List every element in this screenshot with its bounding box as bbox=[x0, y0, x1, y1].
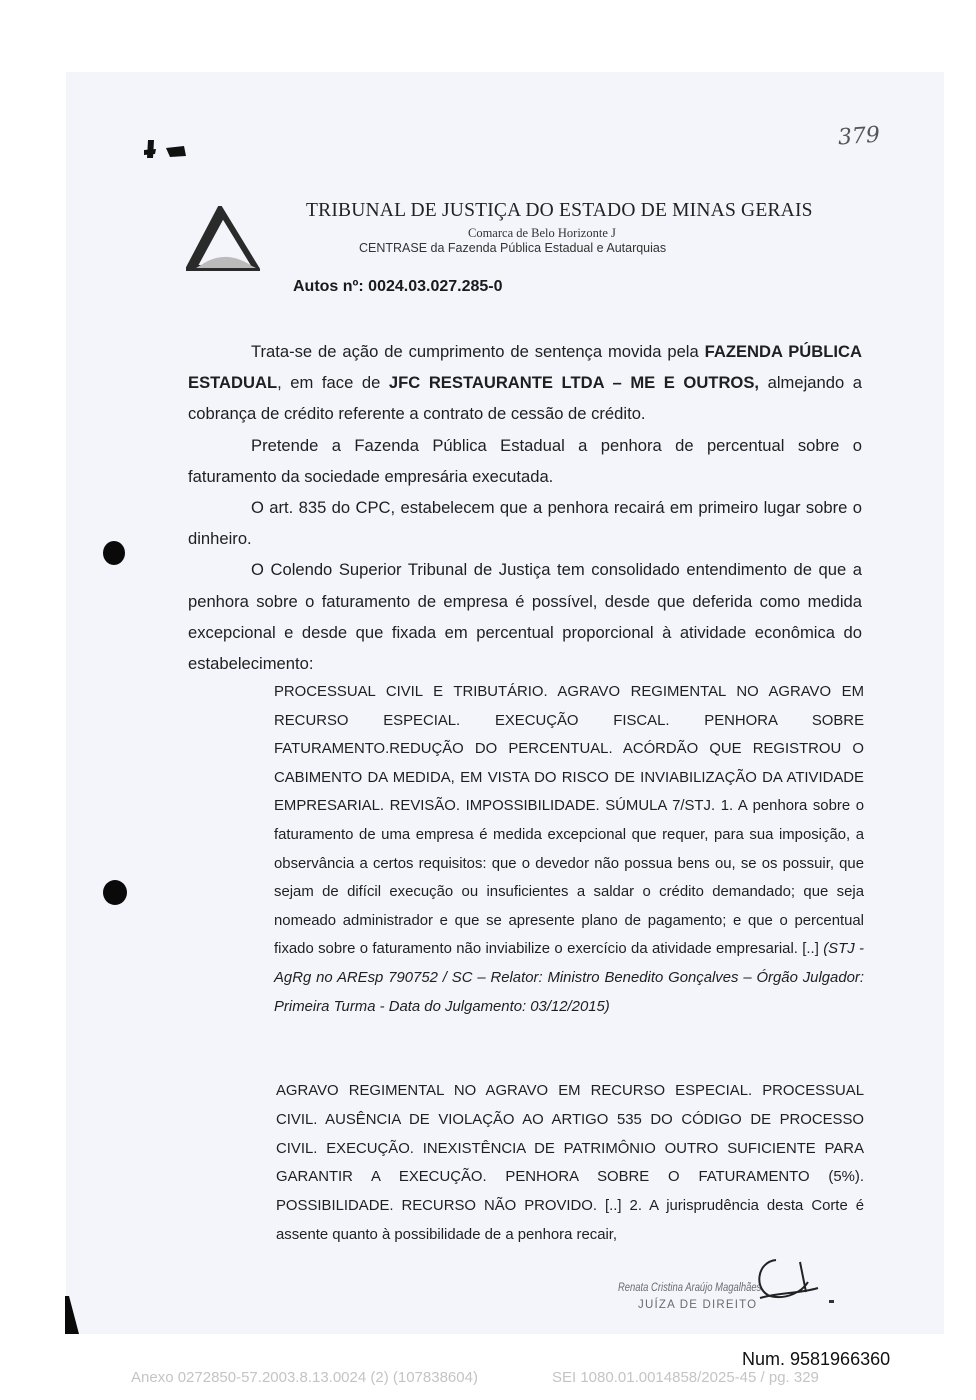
tjmg-triangle-logo-icon bbox=[186, 206, 260, 272]
scan-mark-bottom bbox=[63, 1296, 83, 1336]
p1-party-claimant: FAZENDA PÚBLICA ESTADUAL bbox=[188, 342, 862, 393]
decision-body bbox=[188, 336, 862, 679]
judge-stamp-name: Renata Cristina Araújo Magalhães bbox=[618, 1282, 762, 1294]
punch-hole-upper bbox=[103, 541, 125, 565]
p1-party-defendant: JFC RESTAURANTE LTDA – ME E OUTROS, bbox=[388, 373, 760, 393]
paragraph-1 bbox=[188, 336, 862, 430]
case-number bbox=[293, 278, 503, 296]
punch-hole-lower bbox=[103, 880, 127, 905]
document-number: Num. 9581966360 bbox=[742, 1349, 891, 1369]
jurisprudence-quote-1 bbox=[274, 678, 864, 1021]
judge-stamp-role: JUÍZA DE DIREITO bbox=[638, 1299, 758, 1311]
autos-number: 0024.03.027.285-0 bbox=[368, 278, 503, 295]
p1-text-c: almejando a cobrança de crédito referente a contrato de cessão de crédito. bbox=[188, 373, 862, 424]
paragraph-3: O art. 835 do CPC, estabelecem que a penhora recairá em primeiro lugar sobre o dinheiro. bbox=[188, 498, 862, 549]
quote1-text: PROCESSUAL CIVIL E TRIBUTÁRIO. AGRAVO REGIMENTAL NO AGRAVO EM RECURSO ESPECIAL. EXECUÇÃO FISCAL. PENHORA SOBRE FATURAMENTO.REDUÇÃO DO PERCENTUAL. ACÓRDÃO QUE REGISTROU O CABIMENTO DA MEDIDA, EM VISTA DO RISCO DE INVIABILIZAÇÃO DA ATIVIDADE EMPRESARIAL. REVISÃO. IMPOSSIBILIDADE. SÚMULA 7/STJ. 1. A penhora sobre o faturamento de uma empresa é medida excepcional que requer, para sua imposição, a observância a certos requisitos: que o devedor não possua bens ou, se os possuir, que sejam de difícil execução ou insuficientes a saldar o crédito demandado; que seja nomeado administrador e que se apresente plano de pagamento; e que o percentual fixado sobre o faturamento não inviabilize o exercício da atividade empresarial. [..] bbox=[274, 684, 864, 958]
p1-text-a: Trata-se de ação de cumprimento de sentença movida pela bbox=[251, 342, 705, 361]
annex-reference: Anexo 0272850-57.2003.8.13.0024 (2) (107838604) bbox=[131, 1369, 478, 1386]
paragraph-2: Pretende a Fazenda Pública Estadual a penhora de percentual sobre o faturamento da sociedade empresária executada. bbox=[188, 435, 862, 486]
scan-mark-top bbox=[140, 136, 204, 164]
paragraph-4: O Colendo Superior Tribunal de Justiça tem consolidado entendimento de que a penhora sobre o faturamento de empresa é possível, desde que deferida como medida excepcional e desde que fixada em percentual proporcional à atividade econômica do estabelecimento: bbox=[188, 560, 862, 674]
autos-label: Autos nº: bbox=[293, 278, 364, 295]
p1-text-b: , em face de bbox=[277, 373, 389, 393]
quote2-text: AGRAVO REGIMENTAL NO AGRAVO EM RECURSO ESPECIAL. PROCESSUAL CIVIL. AUSÊNCIA DE VIOLAÇÃO AO ARTIGO 535 DO CÓDIGO DE PROCESSO CIVIL. EXECUÇÃO. INEXISTÊNCIA DE PATRIMÔNIO OUTRO SUFICIENTE PARA GARANTIR A EXECUÇÃO. PENHORA SOBRE O FATURAMENTO (5%). POSSIBILIDADE. RECURSO NÃO PROVIDO. [..] 2. A jurisprudência desta Corte é assente quanto à possibilidade de a penhora recair, bbox=[276, 1083, 864, 1243]
court-title: TRIBUNAL DE JUSTIÇA DO ESTADO DE MINAS GERAIS bbox=[306, 200, 813, 221]
scan-dot bbox=[829, 1300, 834, 1303]
handwritten-signature bbox=[740, 1252, 820, 1312]
sei-reference: SEI 1080.01.0014858/2025-45 / pg. 329 bbox=[552, 1369, 819, 1386]
quote1-citation: (STJ - AgRg no AREsp 790752 / SC – Relator: Ministro Benedito Gonçalves – Órgão Julgador: Primeira Turma - Data do Julgamento: 03/12/2015) bbox=[274, 941, 864, 1015]
court-subtitle: Comarca de Belo Horizonte J bbox=[468, 226, 616, 240]
handwritten-page-number: 379 bbox=[837, 122, 881, 151]
jurisprudence-quote-2 bbox=[276, 1077, 864, 1250]
court-unit: CENTRASE da Fazenda Pública Estadual e Autarquias bbox=[359, 241, 667, 255]
